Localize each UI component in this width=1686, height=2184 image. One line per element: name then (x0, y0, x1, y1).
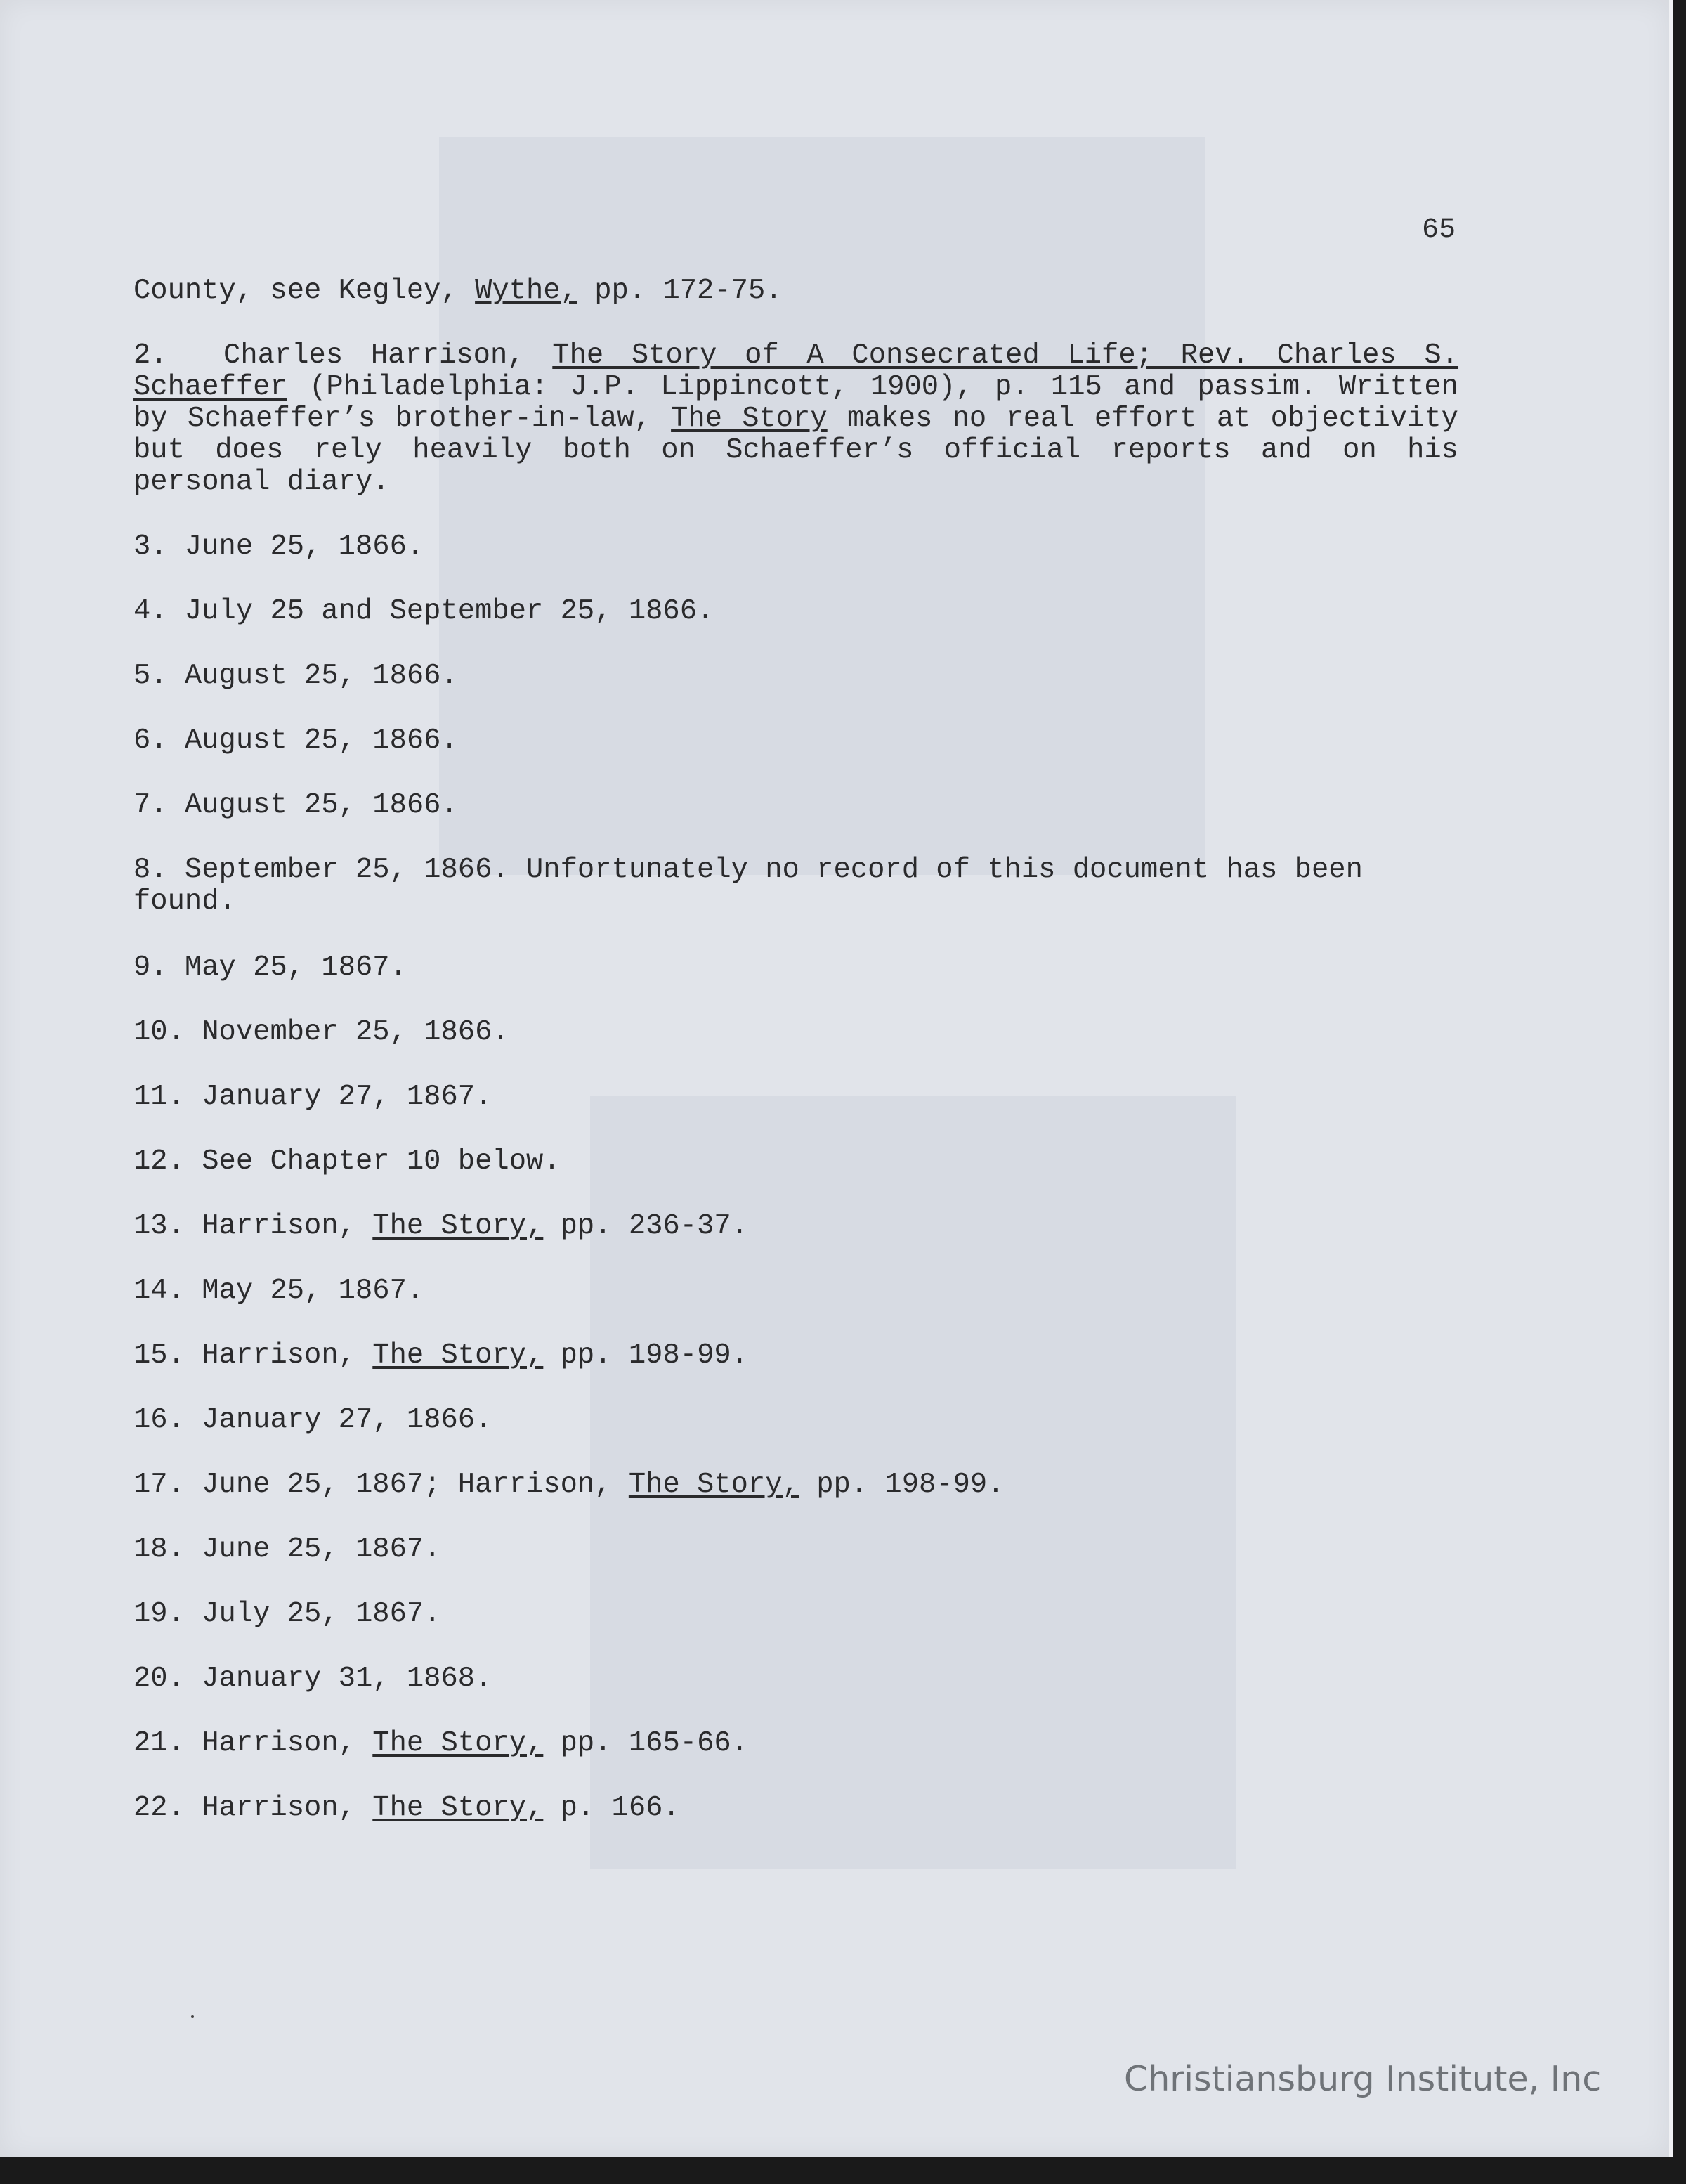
note-pages: pp. 198-99. (543, 1339, 748, 1372)
continued-note-pages: pp. 172-75. (577, 275, 783, 307)
note-item (133, 1275, 1458, 1340)
note-item (133, 531, 1458, 596)
note-item (133, 1534, 1458, 1599)
note-number: 21. (133, 1727, 185, 1760)
note-item (133, 1599, 1458, 1663)
note-text: January 27, 1866. (202, 1404, 492, 1436)
note-pages: pp. 165-66. (543, 1727, 748, 1760)
paper-speck (191, 2015, 194, 2018)
note-text: January 31, 1868. (202, 1663, 492, 1695)
note-pages: pp. 236-37. (543, 1210, 748, 1242)
continued-note (133, 275, 1458, 307)
note-number: 14. (133, 1275, 185, 1307)
note-title: The Story, (628, 1469, 799, 1501)
note-item (133, 1469, 1458, 1534)
note-number: 17. (133, 1469, 185, 1501)
note-item (133, 1211, 1458, 1275)
note-number: 9. (133, 951, 168, 984)
note-number: 8. (133, 854, 168, 886)
note-number: 7. (133, 789, 168, 821)
note-item (133, 1081, 1458, 1146)
note-item (133, 1793, 1458, 1857)
note-text: June 25, 1867. (202, 1533, 441, 1566)
page-number: 65 (1422, 214, 1456, 246)
note-item (133, 952, 1458, 1017)
note-text: July 25 and September 25, 1866. (184, 595, 714, 628)
note-item (133, 1663, 1458, 1728)
note-2-publication: (Philadelphia: J.P. Lippincott, 1900), p. 115 and passim. (287, 371, 1317, 403)
note-item (133, 1340, 1458, 1405)
note-text: January 27, 1867. (202, 1081, 492, 1113)
note-text: November 25, 1866. (202, 1016, 509, 1048)
watermark: Christiansburg Institute, Inc (1124, 2059, 1602, 2099)
note-number: 3. (133, 531, 168, 563)
note-2 (133, 340, 1458, 498)
note-title: The Story, (372, 1210, 544, 1242)
note-text: July 25, 1867. (202, 1598, 441, 1630)
note-number: 10. (133, 1016, 185, 1048)
continued-note-title: Wythe, (475, 275, 577, 307)
note-list (133, 531, 1458, 1857)
note-number: 12. (133, 1145, 185, 1178)
note-number: 11. (133, 1081, 185, 1113)
note-2-comment-title: The Story (671, 403, 828, 435)
note-text: September 25, 1866. Unfortunately no record of this document has been found. (133, 854, 1363, 918)
note-2-title: The Story of A Consecrated Life; Rev. Charles S. Schaeffer (133, 339, 1459, 403)
note-item (133, 1146, 1458, 1211)
note-2-number: 2. (133, 339, 168, 372)
note-title: The Story, (372, 1727, 544, 1760)
note-2-comment-rest: makes no real effort at objectivity but does rely heavily both on Schaeffer’s official reports and on his personal diary. (133, 403, 1458, 498)
note-pages: pp. 198-99. (799, 1469, 1005, 1501)
note-text: June 25, 1866. (184, 531, 424, 563)
note-item (133, 596, 1458, 661)
note-2-author: Charles Harrison, (223, 339, 553, 372)
note-2-comment: Written by Schaeffer’s brother-in-law, (133, 371, 1458, 435)
note-number: 18. (133, 1533, 185, 1566)
note-title: The Story, (372, 1792, 544, 1824)
note-text: August 25, 1866. (184, 724, 458, 757)
note-text: August 25, 1866. (184, 789, 458, 821)
note-text: Harrison, (202, 1727, 373, 1760)
note-text: May 25, 1867. (184, 951, 407, 984)
note-title: The Story, (372, 1339, 544, 1372)
endnotes (133, 275, 1458, 1857)
note-item (133, 725, 1458, 790)
note-pages: p. 166. (543, 1792, 680, 1824)
note-number: 15. (133, 1339, 185, 1372)
note-text: Harrison, (202, 1210, 373, 1242)
note-item (133, 1728, 1458, 1793)
note-text: June 25, 1867; Harrison, (202, 1469, 629, 1501)
note-text: May 25, 1867. (202, 1275, 424, 1307)
note-item (133, 661, 1458, 725)
note-number: 19. (133, 1598, 185, 1630)
note-number: 20. (133, 1663, 185, 1695)
note-text: Harrison, (202, 1792, 373, 1824)
note-item (133, 854, 1458, 952)
note-number: 22. (133, 1792, 185, 1824)
note-number: 16. (133, 1404, 185, 1436)
note-text: Harrison, (202, 1339, 373, 1372)
note-item (133, 790, 1458, 854)
note-text: August 25, 1866. (184, 660, 458, 692)
note-item (133, 1017, 1458, 1081)
note-text: See Chapter 10 below. (202, 1145, 561, 1178)
note-number: 5. (133, 660, 168, 692)
note-number: 13. (133, 1210, 185, 1242)
note-number: 4. (133, 595, 168, 628)
note-number: 6. (133, 724, 168, 757)
note-item (133, 1405, 1458, 1469)
continued-note-text: County, see Kegley, (133, 275, 476, 307)
